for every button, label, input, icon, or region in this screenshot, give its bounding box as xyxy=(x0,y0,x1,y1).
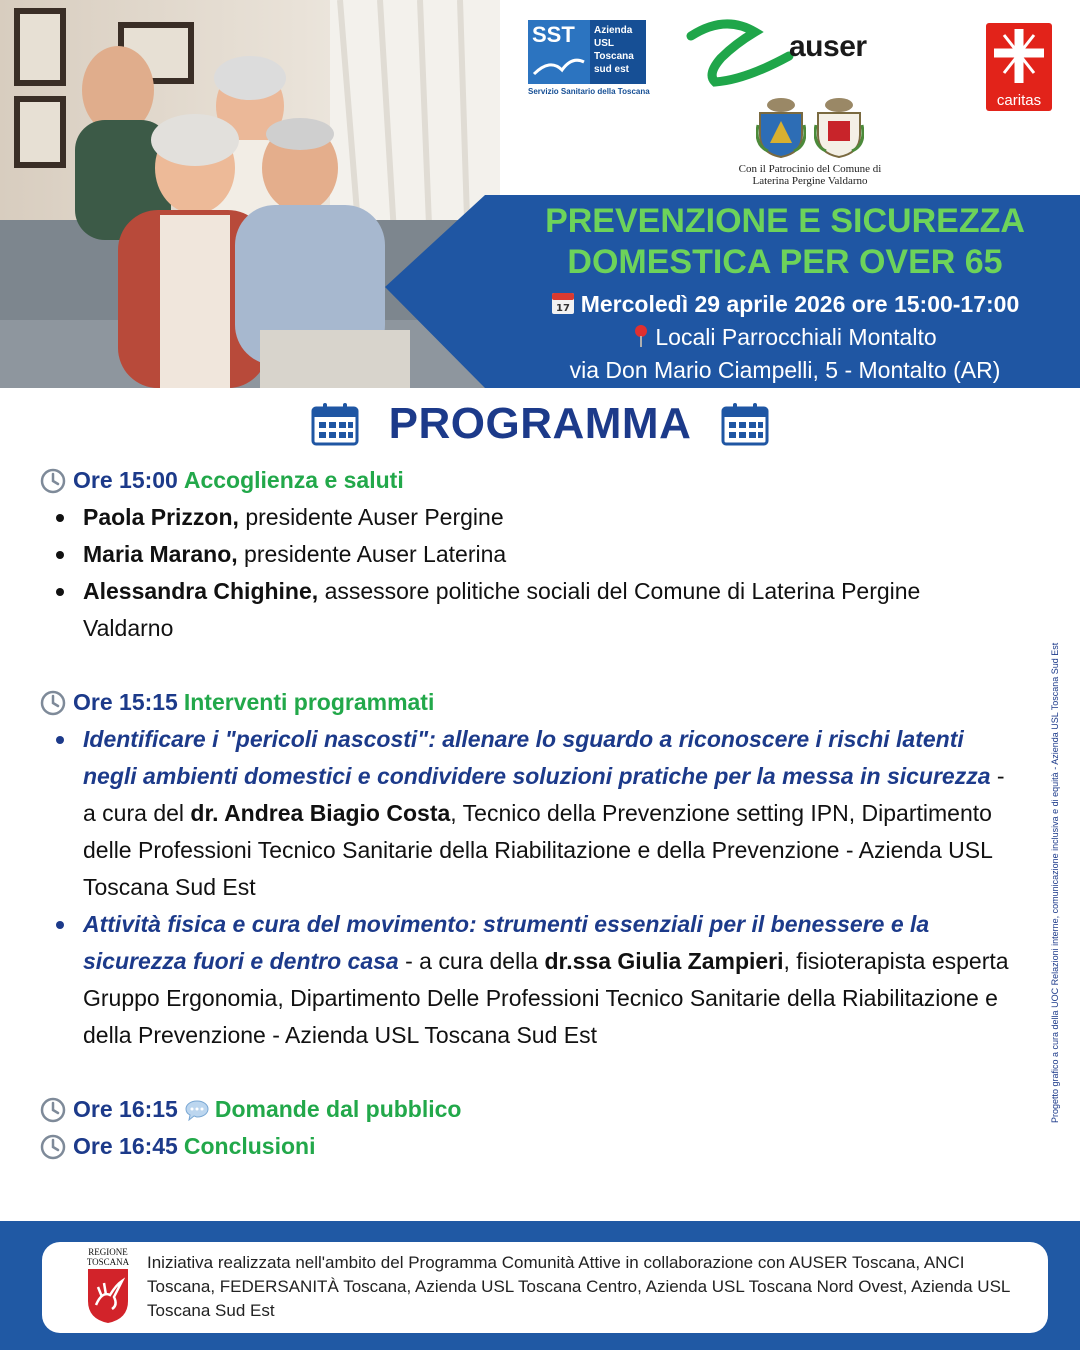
talk-title: Attività fisica e cura del movimento: strumenti essenziali per il benessere e la sicurezza fuori e dentro casa xyxy=(83,911,930,974)
speech-bubble-icon xyxy=(185,1099,209,1121)
event-title-line2: DOMESTICA PER OVER 65 xyxy=(567,243,1003,281)
talk-role: , Tecnico della Prevenzione setting IPN, Dipartimento delle Professioni Tecnico Sanitarie della Riabilitazione e della Prevenzione - Azienda USL Toscana Sud Est xyxy=(83,800,993,900)
speakers-list xyxy=(83,499,1020,647)
regione-toscana-logo xyxy=(82,1247,134,1330)
patrocinio-line1: Con il Patrocinio del Comune di xyxy=(738,163,882,175)
slot-time: Ore 15:00 xyxy=(73,467,178,493)
pegasus-shield-icon xyxy=(86,1267,130,1325)
patrocinio xyxy=(725,95,895,187)
caritas-name: caritas xyxy=(996,92,1042,109)
speaker-name: Alessandra Chighine, xyxy=(83,578,319,604)
clock-icon xyxy=(40,1134,66,1160)
slot-label: Accoglienza e saluti xyxy=(183,467,404,493)
sst-line4: sud est xyxy=(594,64,630,75)
slot-label: Interventi programmati xyxy=(183,689,435,715)
comune-crest-icon xyxy=(814,95,864,159)
clock-icon xyxy=(40,690,66,716)
comune-crest-icon xyxy=(756,95,806,159)
caritas-cross-icon xyxy=(986,23,1052,89)
event-date-text: Mercoledì 29 aprile 2026 ore 15:00-17:00 xyxy=(580,291,1020,317)
regione-line1: REGIONE xyxy=(88,1247,128,1257)
slot-label: Domande dal pubblico xyxy=(214,1096,462,1122)
talk-by: - a cura della xyxy=(405,948,539,974)
auser-swoosh-icon xyxy=(685,18,795,88)
speaker-role: assessore politiche sociali del Comune di Laterina Pergine Valdarno xyxy=(83,578,921,641)
footer-card xyxy=(42,1242,1048,1333)
patrocinio-line2: Laterina Pergine Valdarno xyxy=(752,175,868,187)
pin-icon xyxy=(633,324,649,348)
list-item xyxy=(83,573,963,647)
speaker-name: Maria Marano, xyxy=(83,541,238,567)
sst-caption: Servizio Sanitario della Toscana xyxy=(528,87,650,96)
clock-icon xyxy=(40,1097,66,1123)
slot-1615 xyxy=(40,1091,1020,1128)
event-date xyxy=(515,291,1055,318)
slot-1645 xyxy=(40,1128,1020,1165)
event-title xyxy=(515,201,1055,283)
speaker-name: Paola Prizzon, xyxy=(83,504,239,530)
clock-icon xyxy=(40,468,66,494)
list-item xyxy=(83,721,1013,906)
speaker-role: presidente Auser Pergine xyxy=(245,504,504,530)
slot-1500 xyxy=(40,462,1020,499)
auser-name: auser xyxy=(789,30,867,63)
sst-line1: Azienda xyxy=(594,25,633,36)
auser-logo xyxy=(685,18,895,88)
list-item xyxy=(83,499,1020,536)
talk-speaker: dr. Andrea Biagio Costa xyxy=(190,800,451,826)
logos-area xyxy=(500,0,1080,195)
footer xyxy=(0,1221,1080,1350)
svg-text:17: 17 xyxy=(555,303,570,314)
calendar-grid-icon xyxy=(311,402,359,446)
programma-heading xyxy=(0,398,1080,450)
talks-list xyxy=(83,721,1013,1054)
talk-by: - a cura del xyxy=(83,763,1005,826)
seagull-icon xyxy=(532,52,586,82)
talk-role: , fisioterapista esperta Gruppo Ergonomia, Dipartimento Delle Professioni Tecnico Sanitarie della Riabilitazione e della Prevenzione - Azienda USL Toscana Sud Est xyxy=(83,948,1009,1048)
list-item xyxy=(83,906,1013,1054)
slot-label: Conclusioni xyxy=(183,1133,316,1159)
calendar-icon xyxy=(551,291,575,315)
talk-title: Identificare i "pericoli nascosti": allenare lo sguardo a riconoscere i rischi latenti negli ambienti domestici e condividere soluzioni pratiche per la messa in sicurezza xyxy=(83,726,991,789)
slot-time: Ore 16:45 xyxy=(73,1133,178,1159)
side-credit-text: Progetto grafico a cura della UOC Relazioni interne, comunicazione inclusiva e di equità - Azienda USL Toscana Sud Est xyxy=(1050,642,1060,1123)
side-credit xyxy=(1047,595,1063,1123)
talk-speaker: dr.ssa Giulia Zampieri xyxy=(544,948,784,974)
slot-time: Ore 15:15 xyxy=(73,689,178,715)
event-address: via Don Mario Ciampelli, 5 - Montalto (AR) xyxy=(569,357,1001,383)
footer-text: Iniziativa realizzata nell'ambito del Programma Comunità Attive in collaborazione con AUSER Toscana, ANCI Toscana, FEDERSANITÀ Toscana, Azienda USL Toscana Centro, Azienda USL Toscana Nord Ovest, Azienda USL Toscana Sud Est xyxy=(147,1253,1010,1320)
sst-line3: Toscana xyxy=(594,51,634,62)
event-banner xyxy=(385,195,1080,388)
event-place xyxy=(515,324,1055,351)
programma-title: PROGRAMMA xyxy=(388,399,692,448)
regione-line2: TOSCANA xyxy=(86,1257,130,1267)
sst-mark: SST xyxy=(532,22,575,47)
sst-line2: USL xyxy=(594,38,614,49)
caritas-logo xyxy=(986,23,1052,111)
slot-time: Ore 16:15 xyxy=(73,1096,178,1122)
calendar-grid-icon xyxy=(721,402,769,446)
slot-1515 xyxy=(40,684,1020,721)
event-place-text: Locali Parrocchiali Montalto xyxy=(655,324,937,350)
speaker-role: presidente Auser Laterina xyxy=(244,541,507,567)
sst-logo xyxy=(528,20,650,96)
list-item xyxy=(83,536,1020,573)
programma-content xyxy=(40,462,1020,1165)
event-title-line1: PREVENZIONE E SICUREZZA xyxy=(545,202,1025,240)
